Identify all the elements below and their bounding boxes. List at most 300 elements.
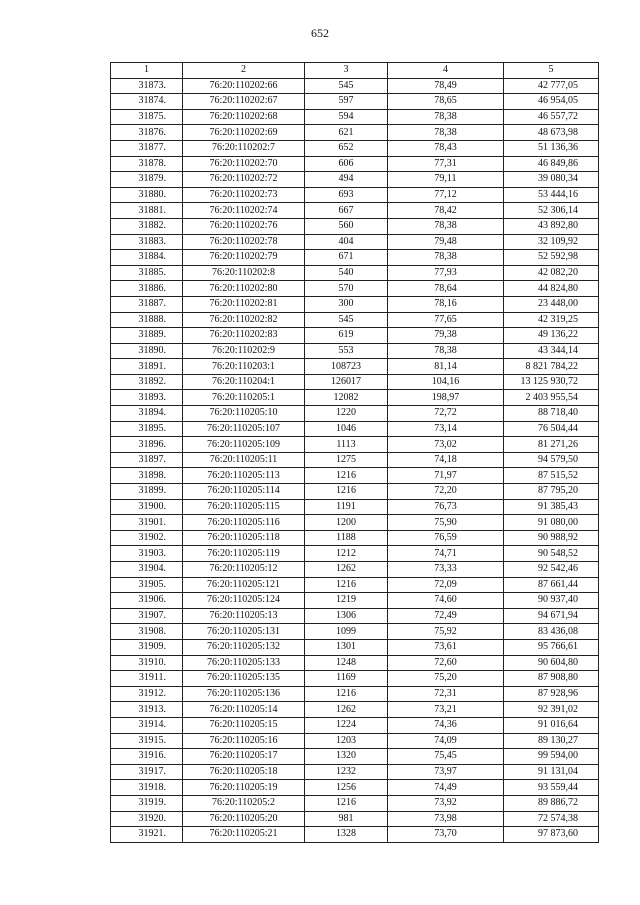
rate-cell: 72,31 xyxy=(388,686,504,702)
value-cell: 2 403 955,54 xyxy=(504,390,599,406)
cadastral-number-cell: 76:20:110205:13 xyxy=(183,608,305,624)
area-cell: 300 xyxy=(305,296,388,312)
cadastral-number-cell: 76:20:110202:78 xyxy=(183,234,305,250)
cadastral-number-cell: 76:20:110205:2 xyxy=(183,795,305,811)
value-cell: 91 131,04 xyxy=(504,764,599,780)
cadastral-number-cell: 76:20:110202:83 xyxy=(183,328,305,344)
area-cell: 619 xyxy=(305,328,388,344)
value-cell: 23 448,00 xyxy=(504,296,599,312)
rate-cell: 73,02 xyxy=(388,437,504,453)
row-number-cell: 31905. xyxy=(111,577,183,593)
row-number-cell: 31901. xyxy=(111,515,183,531)
table-row xyxy=(111,452,599,468)
area-cell: 1219 xyxy=(305,593,388,609)
cadastral-number-cell: 76:20:110202:66 xyxy=(183,78,305,94)
table-row xyxy=(111,406,599,422)
row-number-cell: 31876. xyxy=(111,125,183,141)
value-cell: 53 444,16 xyxy=(504,187,599,203)
value-cell: 87 908,80 xyxy=(504,671,599,687)
column-header: 3 xyxy=(305,63,388,79)
column-header: 2 xyxy=(183,63,305,79)
row-number-cell: 31884. xyxy=(111,250,183,266)
table-row xyxy=(111,94,599,110)
value-cell: 76 504,44 xyxy=(504,421,599,437)
value-cell: 46 557,72 xyxy=(504,109,599,125)
area-cell: 1212 xyxy=(305,546,388,562)
rate-cell: 74,49 xyxy=(388,780,504,796)
row-number-cell: 31892. xyxy=(111,374,183,390)
value-cell: 90 548,52 xyxy=(504,546,599,562)
value-cell: 87 928,96 xyxy=(504,686,599,702)
value-cell: 97 873,60 xyxy=(504,827,599,843)
cadastral-number-cell: 76:20:110202:9 xyxy=(183,343,305,359)
rate-cell: 78,49 xyxy=(388,78,504,94)
rate-cell: 75,45 xyxy=(388,749,504,765)
value-cell: 89 886,72 xyxy=(504,795,599,811)
rate-cell: 76,59 xyxy=(388,530,504,546)
area-cell: 540 xyxy=(305,265,388,281)
rate-cell: 78,16 xyxy=(388,296,504,312)
rate-cell: 72,20 xyxy=(388,484,504,500)
table-row xyxy=(111,764,599,780)
area-cell: 1275 xyxy=(305,452,388,468)
area-cell: 1099 xyxy=(305,624,388,640)
row-number-cell: 31881. xyxy=(111,203,183,219)
registry-table xyxy=(110,62,599,843)
cadastral-number-cell: 76:20:110205:116 xyxy=(183,515,305,531)
value-cell: 92 542,46 xyxy=(504,562,599,578)
area-cell: 606 xyxy=(305,156,388,172)
table-row xyxy=(111,546,599,562)
table-row xyxy=(111,562,599,578)
row-number-cell: 31915. xyxy=(111,733,183,749)
table-row xyxy=(111,140,599,156)
table-row xyxy=(111,265,599,281)
rate-cell: 73,14 xyxy=(388,421,504,437)
row-number-cell: 31904. xyxy=(111,562,183,578)
row-number-cell: 31907. xyxy=(111,608,183,624)
table-header xyxy=(111,63,599,79)
value-cell: 32 109,92 xyxy=(504,234,599,250)
row-number-cell: 31879. xyxy=(111,172,183,188)
row-number-cell: 31912. xyxy=(111,686,183,702)
cadastral-number-cell: 76:20:110202:79 xyxy=(183,250,305,266)
cadastral-number-cell: 76:20:110202:67 xyxy=(183,94,305,110)
table-row xyxy=(111,717,599,733)
rate-cell: 73,21 xyxy=(388,702,504,718)
table-row xyxy=(111,608,599,624)
table-row xyxy=(111,187,599,203)
area-cell: 1113 xyxy=(305,437,388,453)
row-number-cell: 31875. xyxy=(111,109,183,125)
table-row xyxy=(111,109,599,125)
cadastral-number-cell: 76:20:110205:136 xyxy=(183,686,305,702)
table-row xyxy=(111,577,599,593)
row-number-cell: 31903. xyxy=(111,546,183,562)
cadastral-number-cell: 76:20:110205:19 xyxy=(183,780,305,796)
rate-cell: 77,65 xyxy=(388,312,504,328)
row-number-cell: 31896. xyxy=(111,437,183,453)
table-row xyxy=(111,172,599,188)
area-cell: 597 xyxy=(305,94,388,110)
rate-cell: 198,97 xyxy=(388,390,504,406)
area-cell: 981 xyxy=(305,811,388,827)
cadastral-number-cell: 76:20:110205:114 xyxy=(183,484,305,500)
area-cell: 553 xyxy=(305,343,388,359)
row-number-cell: 31882. xyxy=(111,218,183,234)
area-cell: 1200 xyxy=(305,515,388,531)
area-cell: 1224 xyxy=(305,717,388,733)
cadastral-number-cell: 76:20:110205:14 xyxy=(183,702,305,718)
table-row xyxy=(111,655,599,671)
value-cell: 42 082,20 xyxy=(504,265,599,281)
rate-cell: 74,18 xyxy=(388,452,504,468)
cadastral-number-cell: 76:20:110204:1 xyxy=(183,374,305,390)
value-cell: 90 988,92 xyxy=(504,530,599,546)
area-cell: 1216 xyxy=(305,468,388,484)
value-cell: 91 016,64 xyxy=(504,717,599,733)
area-cell: 1262 xyxy=(305,702,388,718)
cadastral-number-cell: 76:20:110202:73 xyxy=(183,187,305,203)
row-number-cell: 31893. xyxy=(111,390,183,406)
value-cell: 95 766,61 xyxy=(504,639,599,655)
rate-cell: 74,71 xyxy=(388,546,504,562)
table-row xyxy=(111,780,599,796)
row-number-cell: 31878. xyxy=(111,156,183,172)
cadastral-number-cell: 76:20:110205:109 xyxy=(183,437,305,453)
cadastral-number-cell: 76:20:110202:69 xyxy=(183,125,305,141)
value-cell: 52 306,14 xyxy=(504,203,599,219)
cadastral-number-cell: 76:20:110205:131 xyxy=(183,624,305,640)
value-cell: 13 125 930,72 xyxy=(504,374,599,390)
area-cell: 621 xyxy=(305,125,388,141)
area-cell: 1169 xyxy=(305,671,388,687)
row-number-cell: 31897. xyxy=(111,452,183,468)
rate-cell: 72,49 xyxy=(388,608,504,624)
rate-cell: 78,38 xyxy=(388,109,504,125)
value-cell: 87 515,52 xyxy=(504,468,599,484)
value-cell: 87 661,44 xyxy=(504,577,599,593)
area-cell: 667 xyxy=(305,203,388,219)
header-row xyxy=(111,63,599,79)
area-cell: 1262 xyxy=(305,562,388,578)
cadastral-number-cell: 76:20:110205:121 xyxy=(183,577,305,593)
rate-cell: 74,09 xyxy=(388,733,504,749)
value-cell: 81 271,26 xyxy=(504,437,599,453)
table-row xyxy=(111,593,599,609)
column-header: 1 xyxy=(111,63,183,79)
cadastral-number-cell: 76:20:110205:124 xyxy=(183,593,305,609)
rate-cell: 104,16 xyxy=(388,374,504,390)
cadastral-number-cell: 76:20:110205:16 xyxy=(183,733,305,749)
rate-cell: 76,73 xyxy=(388,499,504,515)
table-row xyxy=(111,468,599,484)
area-cell: 494 xyxy=(305,172,388,188)
cadastral-number-cell: 76:20:110202:72 xyxy=(183,172,305,188)
table-row xyxy=(111,686,599,702)
area-cell: 1188 xyxy=(305,530,388,546)
rate-cell: 73,70 xyxy=(388,827,504,843)
value-cell: 43 344,14 xyxy=(504,343,599,359)
row-number-cell: 31891. xyxy=(111,359,183,375)
area-cell: 1256 xyxy=(305,780,388,796)
row-number-cell: 31890. xyxy=(111,343,183,359)
table-row xyxy=(111,312,599,328)
area-cell: 1301 xyxy=(305,639,388,655)
area-cell: 404 xyxy=(305,234,388,250)
cadastral-number-cell: 76:20:110203:1 xyxy=(183,359,305,375)
cadastral-number-cell: 76:20:110202:68 xyxy=(183,109,305,125)
table-body xyxy=(111,78,599,842)
table-row xyxy=(111,530,599,546)
value-cell: 94 671,94 xyxy=(504,608,599,624)
row-number-cell: 31911. xyxy=(111,671,183,687)
rate-cell: 73,61 xyxy=(388,639,504,655)
row-number-cell: 31910. xyxy=(111,655,183,671)
rate-cell: 73,98 xyxy=(388,811,504,827)
cadastral-number-cell: 76:20:110205:20 xyxy=(183,811,305,827)
table-row xyxy=(111,515,599,531)
row-number-cell: 31919. xyxy=(111,795,183,811)
rate-cell: 78,38 xyxy=(388,125,504,141)
row-number-cell: 31888. xyxy=(111,312,183,328)
area-cell: 1248 xyxy=(305,655,388,671)
cadastral-number-cell: 76:20:110205:21 xyxy=(183,827,305,843)
row-number-cell: 31906. xyxy=(111,593,183,609)
table-row xyxy=(111,343,599,359)
rate-cell: 78,64 xyxy=(388,281,504,297)
value-cell: 46 954,05 xyxy=(504,94,599,110)
value-cell: 48 673,98 xyxy=(504,125,599,141)
cadastral-number-cell: 76:20:110205:107 xyxy=(183,421,305,437)
row-number-cell: 31899. xyxy=(111,484,183,500)
table-row xyxy=(111,421,599,437)
value-cell: 43 892,80 xyxy=(504,218,599,234)
row-number-cell: 31885. xyxy=(111,265,183,281)
row-number-cell: 31917. xyxy=(111,764,183,780)
cadastral-number-cell: 76:20:110205:10 xyxy=(183,406,305,422)
row-number-cell: 31902. xyxy=(111,530,183,546)
cadastral-number-cell: 76:20:110205:1 xyxy=(183,390,305,406)
area-cell: 1203 xyxy=(305,733,388,749)
column-header: 4 xyxy=(388,63,504,79)
area-cell: 570 xyxy=(305,281,388,297)
rate-cell: 78,42 xyxy=(388,203,504,219)
table-row xyxy=(111,281,599,297)
area-cell: 594 xyxy=(305,109,388,125)
cadastral-number-cell: 76:20:110202:7 xyxy=(183,140,305,156)
row-number-cell: 31895. xyxy=(111,421,183,437)
rate-cell: 81,14 xyxy=(388,359,504,375)
area-cell: 1320 xyxy=(305,749,388,765)
cadastral-number-cell: 76:20:110205:11 xyxy=(183,452,305,468)
page-number: 652 xyxy=(311,26,329,40)
area-cell: 12082 xyxy=(305,390,388,406)
value-cell: 42 777,05 xyxy=(504,78,599,94)
table-row xyxy=(111,296,599,312)
area-cell: 545 xyxy=(305,78,388,94)
table-row xyxy=(111,624,599,640)
row-number-cell: 31913. xyxy=(111,702,183,718)
table-row xyxy=(111,78,599,94)
value-cell: 83 436,08 xyxy=(504,624,599,640)
rate-cell: 73,97 xyxy=(388,764,504,780)
value-cell: 42 319,25 xyxy=(504,312,599,328)
table-row xyxy=(111,374,599,390)
area-cell: 1306 xyxy=(305,608,388,624)
cadastral-number-cell: 76:20:110205:17 xyxy=(183,749,305,765)
table-row xyxy=(111,250,599,266)
value-cell: 49 136,22 xyxy=(504,328,599,344)
row-number-cell: 31918. xyxy=(111,780,183,796)
row-number-cell: 31886. xyxy=(111,281,183,297)
row-number-cell: 31914. xyxy=(111,717,183,733)
area-cell: 671 xyxy=(305,250,388,266)
rate-cell: 75,90 xyxy=(388,515,504,531)
cadastral-number-cell: 76:20:110205:135 xyxy=(183,671,305,687)
row-number-cell: 31889. xyxy=(111,328,183,344)
row-number-cell: 31883. xyxy=(111,234,183,250)
row-number-cell: 31873. xyxy=(111,78,183,94)
rate-cell: 71,97 xyxy=(388,468,504,484)
value-cell: 52 592,98 xyxy=(504,250,599,266)
value-cell: 92 391,02 xyxy=(504,702,599,718)
cadastral-number-cell: 76:20:110202:80 xyxy=(183,281,305,297)
cadastral-number-cell: 76:20:110205:12 xyxy=(183,562,305,578)
area-cell: 652 xyxy=(305,140,388,156)
cadastral-number-cell: 76:20:110205:15 xyxy=(183,717,305,733)
area-cell: 1216 xyxy=(305,484,388,500)
cadastral-number-cell: 76:20:110202:82 xyxy=(183,312,305,328)
table-row xyxy=(111,156,599,172)
rate-cell: 75,20 xyxy=(388,671,504,687)
cadastral-number-cell: 76:20:110205:115 xyxy=(183,499,305,515)
rate-cell: 72,72 xyxy=(388,406,504,422)
area-cell: 108723 xyxy=(305,359,388,375)
table-row xyxy=(111,702,599,718)
area-cell: 1328 xyxy=(305,827,388,843)
table-row xyxy=(111,359,599,375)
rate-cell: 78,65 xyxy=(388,94,504,110)
table-row xyxy=(111,328,599,344)
row-number-cell: 31887. xyxy=(111,296,183,312)
area-cell: 1232 xyxy=(305,764,388,780)
area-cell: 1216 xyxy=(305,686,388,702)
row-number-cell: 31894. xyxy=(111,406,183,422)
table-row xyxy=(111,203,599,219)
table-row xyxy=(111,749,599,765)
row-number-cell: 31916. xyxy=(111,749,183,765)
cadastral-number-cell: 76:20:110205:113 xyxy=(183,468,305,484)
table-row xyxy=(111,234,599,250)
value-cell: 39 080,34 xyxy=(504,172,599,188)
table-row xyxy=(111,390,599,406)
column-header: 5 xyxy=(504,63,599,79)
value-cell: 90 604,80 xyxy=(504,655,599,671)
table-row xyxy=(111,827,599,843)
area-cell: 1216 xyxy=(305,795,388,811)
area-cell: 693 xyxy=(305,187,388,203)
rate-cell: 72,60 xyxy=(388,655,504,671)
area-cell: 560 xyxy=(305,218,388,234)
rate-cell: 78,43 xyxy=(388,140,504,156)
area-cell: 1220 xyxy=(305,406,388,422)
table-row xyxy=(111,484,599,500)
table-row xyxy=(111,218,599,234)
area-cell: 1191 xyxy=(305,499,388,515)
value-cell: 8 821 784,22 xyxy=(504,359,599,375)
table-row xyxy=(111,437,599,453)
row-number-cell: 31920. xyxy=(111,811,183,827)
area-cell: 126017 xyxy=(305,374,388,390)
value-cell: 91 080,00 xyxy=(504,515,599,531)
row-number-cell: 31874. xyxy=(111,94,183,110)
area-cell: 1216 xyxy=(305,577,388,593)
value-cell: 99 594,00 xyxy=(504,749,599,765)
row-number-cell: 31880. xyxy=(111,187,183,203)
value-cell: 72 574,38 xyxy=(504,811,599,827)
value-cell: 88 718,40 xyxy=(504,406,599,422)
value-cell: 90 937,40 xyxy=(504,593,599,609)
area-cell: 545 xyxy=(305,312,388,328)
rate-cell: 78,38 xyxy=(388,343,504,359)
cadastral-number-cell: 76:20:110202:76 xyxy=(183,218,305,234)
cadastral-number-cell: 76:20:110205:118 xyxy=(183,530,305,546)
cadastral-number-cell: 76:20:110205:132 xyxy=(183,639,305,655)
rate-cell: 73,33 xyxy=(388,562,504,578)
table-row xyxy=(111,639,599,655)
value-cell: 87 795,20 xyxy=(504,484,599,500)
area-cell: 1046 xyxy=(305,421,388,437)
value-cell: 91 385,43 xyxy=(504,499,599,515)
row-number-cell: 31908. xyxy=(111,624,183,640)
table-row xyxy=(111,671,599,687)
cadastral-number-cell: 76:20:110205:18 xyxy=(183,764,305,780)
table-row xyxy=(111,499,599,515)
cadastral-number-cell: 76:20:110202:70 xyxy=(183,156,305,172)
table-row xyxy=(111,811,599,827)
row-number-cell: 31898. xyxy=(111,468,183,484)
rate-cell: 73,92 xyxy=(388,795,504,811)
row-number-cell: 31877. xyxy=(111,140,183,156)
row-number-cell: 31909. xyxy=(111,639,183,655)
row-number-cell: 31900. xyxy=(111,499,183,515)
table-row xyxy=(111,125,599,141)
value-cell: 94 579,50 xyxy=(504,452,599,468)
table-row xyxy=(111,733,599,749)
rate-cell: 77,31 xyxy=(388,156,504,172)
rate-cell: 77,93 xyxy=(388,265,504,281)
cadastral-number-cell: 76:20:110202:74 xyxy=(183,203,305,219)
rate-cell: 79,48 xyxy=(388,234,504,250)
cadastral-number-cell: 76:20:110205:133 xyxy=(183,655,305,671)
rate-cell: 78,38 xyxy=(388,218,504,234)
rate-cell: 77,12 xyxy=(388,187,504,203)
value-cell: 46 849,86 xyxy=(504,156,599,172)
rate-cell: 72,09 xyxy=(388,577,504,593)
cadastral-number-cell: 76:20:110202:81 xyxy=(183,296,305,312)
cadastral-number-cell: 76:20:110202:8 xyxy=(183,265,305,281)
rate-cell: 75,92 xyxy=(388,624,504,640)
rate-cell: 79,38 xyxy=(388,328,504,344)
rate-cell: 74,60 xyxy=(388,593,504,609)
rate-cell: 79,11 xyxy=(388,172,504,188)
row-number-cell: 31921. xyxy=(111,827,183,843)
value-cell: 44 824,80 xyxy=(504,281,599,297)
rate-cell: 78,38 xyxy=(388,250,504,266)
value-cell: 93 559,44 xyxy=(504,780,599,796)
table-row xyxy=(111,795,599,811)
